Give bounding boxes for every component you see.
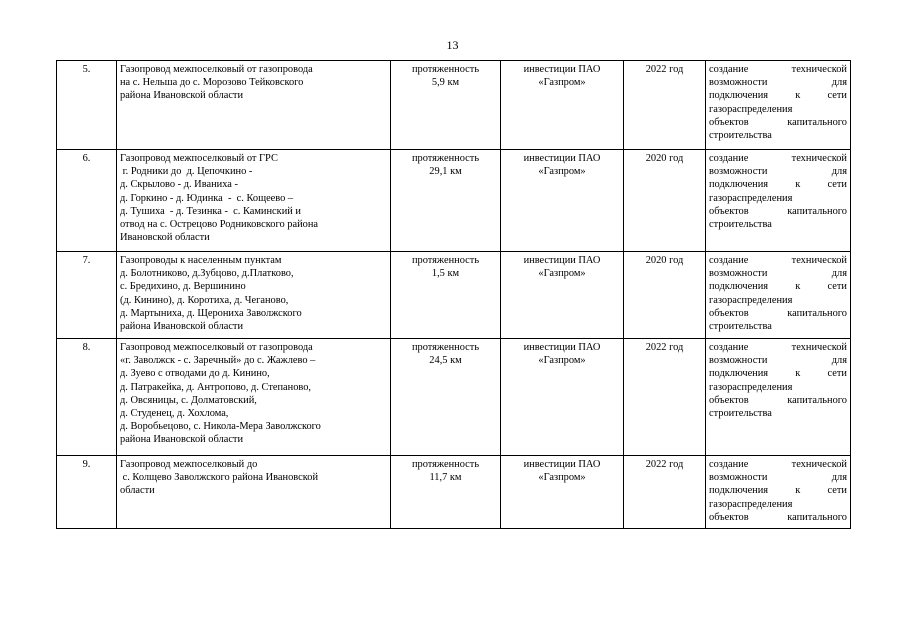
funding-source-cell <box>501 252 624 339</box>
table-row <box>57 252 851 339</box>
length-line: 11,7 км <box>429 472 462 484</box>
purpose-line: строительства <box>709 219 772 231</box>
funding-source-line: инвестиции ПАО <box>523 64 601 75</box>
purpose-line: объектов капитального <box>709 511 847 523</box>
year-cell: 2020 год <box>624 150 706 252</box>
object-name-line: д. Болотниково, д.Зубцово, д.Платково, <box>120 268 294 280</box>
purpose-line: подключения к сети <box>709 281 847 293</box>
purpose-cell <box>706 150 851 252</box>
length-cell <box>391 339 501 456</box>
purpose-line: подключения к сети <box>709 485 847 497</box>
object-name-line: области <box>120 485 155 497</box>
purpose-line: возможности для <box>709 355 847 367</box>
object-name-line: д. Мартыниха, д. Щерониха Заволжского <box>120 307 302 319</box>
purpose-line: газораспределения <box>709 498 793 510</box>
purpose-line: объектов капитального <box>709 394 847 406</box>
purpose-line: подключения к сети <box>709 90 847 102</box>
object-name-cell <box>117 150 391 252</box>
object-name-cell <box>117 456 391 529</box>
object-name-line: Газопроводы к населенным пунктам <box>120 255 282 266</box>
purpose-line: создание технической <box>709 342 847 353</box>
length-cell <box>391 252 501 339</box>
funding-source-line: «Газпром» <box>538 166 586 178</box>
purpose-line: создание технической <box>709 64 847 75</box>
object-name-line: Ивановской области <box>120 232 210 244</box>
year-cell: 2022 год <box>624 339 706 456</box>
object-name-line: Газопровод межпоселковый до <box>120 459 258 470</box>
purpose-cell <box>706 61 851 150</box>
purpose-line: возможности для <box>709 166 847 178</box>
funding-source-cell <box>501 339 624 456</box>
purpose-cell <box>706 339 851 456</box>
length-line: протяженность <box>411 255 480 266</box>
length-line: 1,5 км <box>431 268 460 280</box>
purpose-cell <box>706 456 851 529</box>
row-number: 7. <box>57 252 117 339</box>
purpose-line: строительства <box>709 408 772 420</box>
funding-source-line: «Газпром» <box>538 472 586 484</box>
year-cell: 2020 год <box>624 252 706 339</box>
row-number: 9. <box>57 456 117 529</box>
purpose-line: создание технической <box>709 153 847 164</box>
funding-source-line: инвестиции ПАО <box>523 255 601 266</box>
gas-pipeline-table <box>56 60 851 529</box>
length-line: 29,1 км <box>429 166 462 178</box>
length-cell <box>391 61 501 150</box>
purpose-line: подключения к сети <box>709 179 847 191</box>
row-number: 6. <box>57 150 117 252</box>
length-line: 24,5 км <box>429 355 462 367</box>
purpose-line: строительства <box>709 321 772 333</box>
object-name-line: д. Овсяницы, с. Долматовский, <box>120 394 257 406</box>
table-row <box>57 150 851 252</box>
row-number: 8. <box>57 339 117 456</box>
object-name-line: Газопровод межпоселковый от газопровода <box>120 64 313 75</box>
length-cell <box>391 456 501 529</box>
purpose-line: возможности для <box>709 77 847 89</box>
object-name-line: на с. Нельша до с. Морозово Тейковского <box>120 77 304 89</box>
purpose-line: строительства <box>709 130 772 142</box>
funding-source-cell <box>501 456 624 529</box>
length-line: протяженность <box>411 64 480 75</box>
object-name-line: района Ивановской области <box>120 434 244 446</box>
purpose-line: создание технической <box>709 255 847 266</box>
length-line: протяженность <box>411 459 480 470</box>
object-name-cell <box>117 61 391 150</box>
object-name-line: д. Патракейка, д. Антропово, д. Степаново, <box>120 381 312 393</box>
funding-source-line: инвестиции ПАО <box>523 459 601 470</box>
object-name-line: д. Воробьецово, с. Никола-Мера Заволжского <box>120 421 321 433</box>
object-name-cell <box>117 339 391 456</box>
object-name-line: г. Родники до д. Цепочкино - <box>120 166 253 178</box>
purpose-line: объектов капитального <box>709 116 847 128</box>
object-name-line: с. Бредихино, д. Вершинино <box>120 281 246 293</box>
funding-source-line: «Газпром» <box>538 77 586 89</box>
year-cell: 2022 год <box>624 456 706 529</box>
length-line: протяженность <box>411 342 480 353</box>
table-body <box>57 61 851 529</box>
object-name-line: с. Колщево Заволжского района Ивановской <box>120 472 319 484</box>
object-name-line: «г. Заволжск - с. Заречный» до с. Жажлево – <box>120 355 316 367</box>
object-name-line: района Ивановской области <box>120 90 244 102</box>
object-name-line: д. Студенец, д. Хохлома, <box>120 408 229 420</box>
purpose-line: возможности для <box>709 472 847 484</box>
purpose-line: возможности для <box>709 268 847 280</box>
row-number: 5. <box>57 61 117 150</box>
purpose-line: объектов капитального <box>709 205 847 217</box>
object-name-line: д. Скрылово - д. Иваниха - <box>120 179 238 191</box>
object-name-line: (д. Кинино), д. Коротиха, д. Чеганово, <box>120 294 289 306</box>
purpose-line: газораспределения <box>709 192 793 204</box>
object-name-cell <box>117 252 391 339</box>
object-name-line: д. Горкино - д. Юдинка - с. Кощеево – <box>120 192 294 204</box>
purpose-line: подключения к сети <box>709 368 847 380</box>
table-row <box>57 456 851 529</box>
object-name-line: д. Зуево с отводами до д. Кинино, <box>120 368 270 380</box>
object-name-line: Газопровод межпоселковый от газопровода <box>120 342 313 353</box>
table-row <box>57 339 851 456</box>
purpose-line: газораспределения <box>709 294 793 306</box>
purpose-line: газораспределения <box>709 381 793 393</box>
object-name-line: Газопровод межпоселковый от ГРС <box>120 153 278 164</box>
page-number: 13 <box>446 38 459 52</box>
purpose-line: газораспределения <box>709 103 793 115</box>
funding-source-cell <box>501 61 624 150</box>
funding-source-cell <box>501 150 624 252</box>
purpose-line: создание технической <box>709 459 847 470</box>
table-row <box>57 61 851 150</box>
object-name-line: д. Тушиха - д. Тезинка - с. Каминский и <box>120 205 301 217</box>
purpose-cell <box>706 252 851 339</box>
object-name-line: отвод на с. Острецово Родниковского района <box>120 219 319 231</box>
length-line: 5,9 км <box>431 77 460 89</box>
object-name-line: района Ивановской области <box>120 321 244 333</box>
funding-source-line: «Газпром» <box>538 355 586 367</box>
purpose-line: объектов капитального <box>709 307 847 319</box>
funding-source-line: инвестиции ПАО <box>523 153 601 164</box>
length-line: протяженность <box>411 153 480 164</box>
length-cell <box>391 150 501 252</box>
year-cell: 2022 год <box>624 61 706 150</box>
funding-source-line: «Газпром» <box>538 268 586 280</box>
funding-source-line: инвестиции ПАО <box>523 342 601 353</box>
